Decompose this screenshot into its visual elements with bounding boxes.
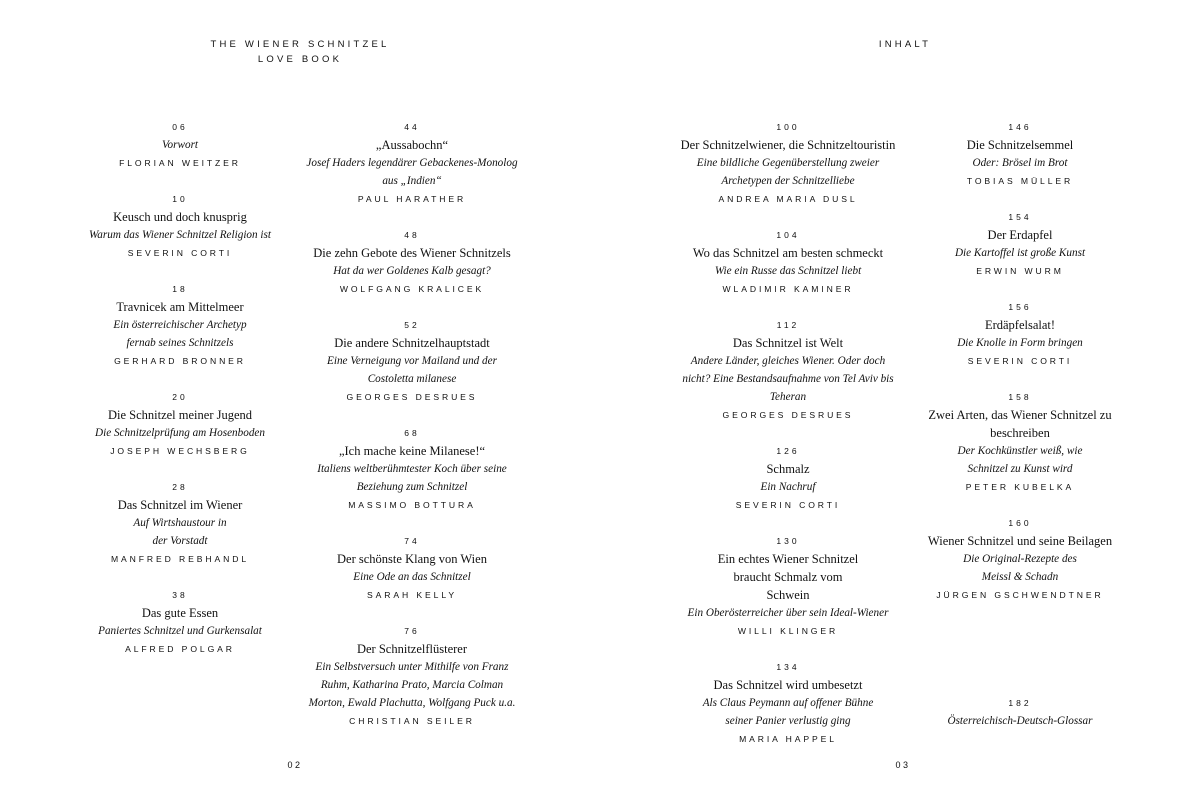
toc-entry bbox=[292, 532, 532, 604]
toc-subtitle: Eine Verneigung vor Mailand und der Costoletta milanese bbox=[327, 355, 497, 385]
toc-subtitle: Die Schnitzelprüfung am Hosenboden bbox=[95, 427, 265, 439]
toc-page-number: 182 bbox=[1008, 698, 1032, 708]
toc-page-number: 104 bbox=[776, 230, 800, 240]
toc-subtitle: Josef Haders legendärer Gebackenes-Monolog aus „Indien“ bbox=[306, 157, 518, 187]
toc-subtitle: Die Knolle in Form bringen bbox=[957, 337, 1083, 349]
toc-page-number: 130 bbox=[776, 536, 800, 546]
toc-subtitle: Andere Länder, gleiches Wiener. Oder doch nicht? Eine Bestandsaufnahme von Tel Aviv bis Teheran bbox=[682, 355, 894, 403]
toc-title: Zwei Arten, das Wiener Schnitzel zu beschreiben bbox=[928, 408, 1112, 440]
toc-title: Travnicek am Mittelmeer bbox=[116, 300, 244, 314]
toc-subtitle: Als Claus Peymann auf offener Bühne seiner Panier verlustig ging bbox=[702, 697, 874, 727]
toc-entry bbox=[60, 586, 300, 658]
toc-page-number: 20 bbox=[172, 392, 188, 402]
toc-entry bbox=[292, 118, 532, 208]
toc-author: GERHARD BRONNER bbox=[114, 356, 246, 366]
toc-title: Der Schnitzelflüsterer bbox=[356, 642, 468, 656]
toc-subtitle: Wie ein Russe das Schnitzel liebt bbox=[714, 265, 862, 277]
toc-page-number: 06 bbox=[172, 122, 188, 132]
toc-author: GEORGES DESRUES bbox=[346, 392, 478, 402]
toc-title: Ein echtes Wiener Schnitzel braucht Schmalz vom Schwein bbox=[717, 552, 859, 602]
toc-entry bbox=[900, 514, 1140, 604]
toc-title: „Aussabochn“ bbox=[375, 138, 449, 152]
toc-title: Wiener Schnitzel und seine Beilagen bbox=[927, 534, 1113, 548]
toc-entry bbox=[292, 622, 532, 730]
toc-page-number: 126 bbox=[776, 446, 800, 456]
toc-author: SEVERIN CORTI bbox=[735, 500, 841, 510]
toc-title: Der Erdapfel bbox=[987, 228, 1053, 242]
toc-author: SEVERIN CORTI bbox=[967, 356, 1073, 366]
toc-entry bbox=[60, 388, 300, 460]
toc-title: Die andere Schnitzelhauptstadt bbox=[334, 336, 490, 350]
toc-page-number: 112 bbox=[776, 320, 800, 330]
toc-author: WLADIMIR KAMINER bbox=[722, 284, 854, 294]
toc-page-number: 10 bbox=[172, 194, 188, 204]
toc-author: PETER KUBELKA bbox=[965, 482, 1075, 492]
toc-author: GEORGES DESRUES bbox=[722, 410, 854, 420]
toc-title: Die zehn Gebote des Wiener Schnitzels bbox=[313, 246, 511, 260]
toc-subtitle: Vorwort bbox=[161, 139, 199, 151]
toc-subtitle: Ein Selbstversuch unter Mithilfe von Franz Ruhm, Katharina Prato, Marcia Colman Morton, Ewald Plachutta, Wolfgang Puck u.a. bbox=[308, 661, 516, 709]
book-title-line2: LOVE BOOK bbox=[257, 54, 343, 65]
toc-page-number: 52 bbox=[404, 320, 420, 330]
toc-title: Keusch und doch knusprig bbox=[113, 210, 247, 224]
toc-subtitle: Österreichisch-Deutsch-Glossar bbox=[947, 715, 1093, 727]
toc-entry bbox=[60, 280, 300, 370]
toc-title: Der Schnitzelwiener, die Schnitzeltouristin bbox=[680, 138, 896, 152]
toc-title: Das Schnitzel ist Welt bbox=[732, 336, 844, 350]
toc-column-4 bbox=[900, 118, 1140, 622]
toc-subtitle: Ein Nachruf bbox=[760, 481, 816, 493]
toc-title: Die Schnitzel meiner Jugend bbox=[107, 408, 253, 422]
toc-entry bbox=[60, 478, 300, 568]
toc-subtitle: Ein Oberösterreicher über sein Ideal-Wiener bbox=[687, 607, 889, 619]
section-title: INHALT bbox=[878, 39, 932, 50]
toc-page-number: 68 bbox=[404, 428, 420, 438]
toc-page-number: 160 bbox=[1008, 518, 1032, 528]
toc-entry bbox=[292, 226, 532, 298]
toc-title: Schmalz bbox=[766, 462, 810, 476]
toc-title: Das Schnitzel wird umbesetzt bbox=[713, 678, 863, 692]
toc-author: MARIA HAPPEL bbox=[739, 734, 837, 744]
toc-page-number: 76 bbox=[404, 626, 420, 636]
toc-entry bbox=[900, 118, 1140, 190]
toc-author: MASSIMO BOTTURA bbox=[348, 500, 476, 510]
toc-title: Wo das Schnitzel am besten schmeckt bbox=[692, 246, 884, 260]
page-number-left: 02 bbox=[287, 760, 303, 770]
toc-subtitle: Oder: Brösel im Brot bbox=[972, 157, 1068, 169]
toc-entry bbox=[668, 658, 908, 748]
toc-page-number: 44 bbox=[404, 122, 420, 132]
toc-subtitle: Paniertes Schnitzel und Gurkensalat bbox=[98, 625, 262, 637]
toc-page-number: 48 bbox=[404, 230, 420, 240]
toc-author: ALFRED POLGAR bbox=[125, 644, 235, 654]
toc-page-number: 18 bbox=[172, 284, 188, 294]
toc-entry bbox=[668, 316, 908, 424]
toc-subtitle: Der Kochkünstler weiß, wie Schnitzel zu Kunst wird bbox=[957, 445, 1083, 475]
toc-page-number: 134 bbox=[776, 662, 800, 672]
toc-entry bbox=[668, 442, 908, 514]
toc-author: JÜRGEN GSCHWENDTNER bbox=[936, 590, 1104, 600]
toc-subtitle: Auf Wirtshaustour in der Vorstadt bbox=[133, 517, 227, 547]
toc-page-number: 28 bbox=[172, 482, 188, 492]
toc-entry bbox=[292, 316, 532, 406]
toc-title: „Ich mache keine Milanese!“ bbox=[338, 444, 486, 458]
toc-title: Das Schnitzel im Wiener bbox=[117, 498, 243, 512]
toc-author: WOLFGANG KRALICEK bbox=[339, 284, 485, 294]
toc-entry-glossary bbox=[900, 694, 1140, 730]
toc-title: Die Schnitzelsemmel bbox=[966, 138, 1074, 152]
toc-subtitle: Eine bildliche Gegenüberstellung zweier Archetypen der Schnitzelliebe bbox=[696, 157, 880, 187]
toc-subtitle: Warum das Wiener Schnitzel Religion ist bbox=[89, 229, 271, 241]
toc-subtitle: Eine Ode an das Schnitzel bbox=[353, 571, 471, 583]
page-number-right: 03 bbox=[895, 760, 911, 770]
toc-title: Erdäpfelsalat! bbox=[984, 318, 1056, 332]
toc-author: CHRISTIAN SEILER bbox=[349, 716, 475, 726]
toc-entry bbox=[60, 190, 300, 262]
toc-author: JOSEPH WECHSBERG bbox=[110, 446, 250, 456]
toc-column-3 bbox=[668, 118, 908, 766]
toc-entry bbox=[668, 226, 908, 298]
toc-title: Der schönste Klang von Wien bbox=[337, 552, 487, 566]
toc-page-number: 146 bbox=[1008, 122, 1032, 132]
toc-author: ANDREA MARIA DUSL bbox=[718, 194, 858, 204]
toc-entry bbox=[900, 298, 1140, 370]
toc-subtitle: Hat da wer Goldenes Kalb gesagt? bbox=[333, 265, 491, 277]
book-title bbox=[180, 37, 420, 67]
toc-page-number: 74 bbox=[404, 536, 420, 546]
toc-page-number: 38 bbox=[172, 590, 188, 600]
toc-author: MANFRED REBHANDL bbox=[110, 554, 250, 564]
toc-entry bbox=[900, 388, 1140, 496]
toc-subtitle: Ein österreichischer Archetyp fernab seines Schnitzels bbox=[113, 319, 247, 349]
toc-author: SARAH KELLY bbox=[366, 590, 457, 600]
toc-author: PAUL HARATHER bbox=[357, 194, 467, 204]
book-title-line1: THE WIENER SCHNITZEL bbox=[210, 39, 390, 50]
toc-page-number: 156 bbox=[1008, 302, 1032, 312]
toc-author: TOBIAS MÜLLER bbox=[966, 176, 1074, 186]
toc-author: ERWIN WURM bbox=[976, 266, 1064, 276]
toc-subtitle: Die Kartoffel ist große Kunst bbox=[954, 247, 1086, 259]
toc-author: FLORIAN WEITZER bbox=[119, 158, 241, 168]
toc-column-2 bbox=[292, 118, 532, 748]
toc-entry bbox=[900, 208, 1140, 280]
toc-column-1 bbox=[60, 118, 300, 676]
toc-author: WILLI KLINGER bbox=[737, 626, 839, 636]
toc-entry bbox=[292, 424, 532, 514]
toc-entry bbox=[60, 118, 300, 172]
toc-title: Das gute Essen bbox=[141, 606, 219, 620]
toc-page-number: 158 bbox=[1008, 392, 1032, 402]
toc-page-number: 154 bbox=[1008, 212, 1032, 222]
toc-subtitle: Italiens weltberühmtester Koch über seine Beziehung zum Schnitzel bbox=[317, 463, 507, 493]
toc-subtitle: Die Original-Rezepte des Meissl & Schadn bbox=[963, 553, 1077, 583]
toc-entry bbox=[668, 118, 908, 208]
toc-author: SEVERIN CORTI bbox=[127, 248, 233, 258]
toc-entry bbox=[668, 532, 908, 640]
toc-page-number: 100 bbox=[776, 122, 800, 132]
